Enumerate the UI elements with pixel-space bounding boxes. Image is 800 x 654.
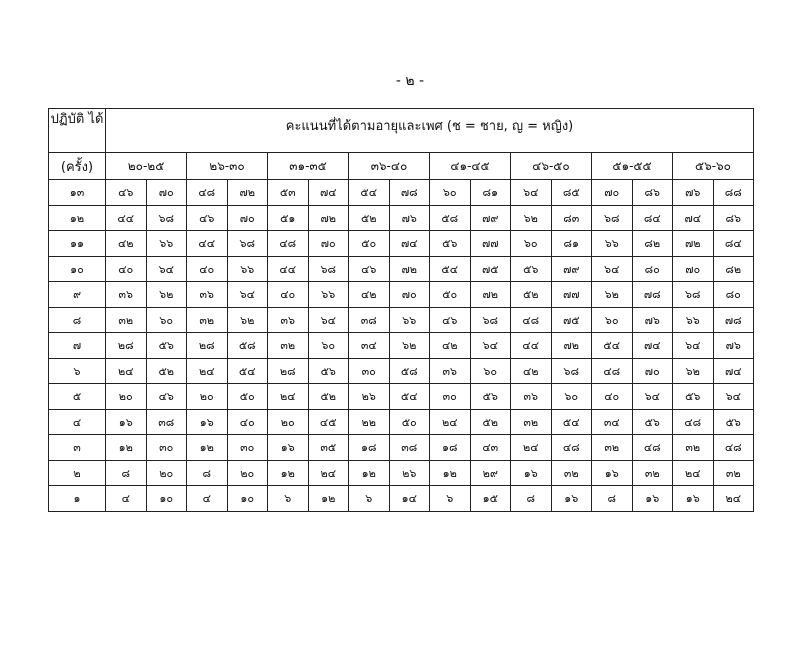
score-cell-female: ๓๒ <box>632 460 673 486</box>
score-cell-female: ๔๖ <box>146 384 187 410</box>
table-row <box>49 205 754 231</box>
score-cell-female: ๘๕ <box>551 180 592 206</box>
score-cell-female: ๕๖ <box>308 358 349 384</box>
score-cell-female: ๗๕ <box>470 256 511 282</box>
count-cell: ๑๓ <box>49 180 106 206</box>
table-row <box>49 435 754 461</box>
score-cell-male: ๖๒ <box>673 358 714 384</box>
score-cell-female: ๗๙ <box>551 256 592 282</box>
age-group-header: ๓๑-๓๕ <box>268 153 349 180</box>
score-cell-female: ๔๘ <box>551 435 592 461</box>
score-cell-male: ๓๒ <box>592 435 633 461</box>
score-cell-female: ๕๖ <box>470 384 511 410</box>
score-cell-female: ๓๘ <box>146 409 187 435</box>
score-cell-male: ๑๖ <box>187 409 228 435</box>
score-cell-female: ๗๙ <box>470 205 511 231</box>
score-cell-female: ๑๒ <box>308 486 349 512</box>
score-cell-female: ๕๔ <box>227 358 268 384</box>
score-cell-male: ๑๒ <box>268 460 309 486</box>
score-cell-female: ๑๕ <box>470 486 511 512</box>
score-cell-male: ๖ <box>349 486 390 512</box>
age-group-header: ๕๖-๖๐ <box>673 153 754 180</box>
score-cell-male: ๖๔ <box>511 180 552 206</box>
age-group-header: ๕๑-๕๕ <box>592 153 673 180</box>
table-row <box>49 384 754 410</box>
score-cell-male: ๕๔ <box>430 256 471 282</box>
score-cell-female: ๘๖ <box>632 180 673 206</box>
score-cell-male: ๔๘ <box>187 180 228 206</box>
score-cell-female: ๕๖ <box>146 333 187 359</box>
score-cell-male: ๖๔ <box>592 256 633 282</box>
score-cell-male: ๖๖ <box>673 307 714 333</box>
score-cell-female: ๑๖ <box>632 486 673 512</box>
score-cell-female: ๗๘ <box>632 282 673 308</box>
score-cell-female: ๑๖ <box>551 486 592 512</box>
score-cell-female: ๘๖ <box>713 205 754 231</box>
score-cell-female: ๗๖ <box>389 205 430 231</box>
score-cell-male: ๗๔ <box>673 205 714 231</box>
header-row-ages <box>49 153 754 180</box>
score-cell-male: ๓๖ <box>268 307 309 333</box>
score-cell-male: ๒๐ <box>268 409 309 435</box>
score-cell-female: ๗๒ <box>389 256 430 282</box>
score-cell-female: ๓๕ <box>308 435 349 461</box>
score-cell-female: ๖๐ <box>308 333 349 359</box>
score-cell-female: ๘๑ <box>470 180 511 206</box>
score-cell-male: ๑๒ <box>430 460 471 486</box>
score-cell-male: ๒๘ <box>268 358 309 384</box>
score-cell-male: ๔๔ <box>268 256 309 282</box>
score-cell-male: ๕๖ <box>511 256 552 282</box>
score-cell-female: ๖๐ <box>551 384 592 410</box>
score-cell-female: ๗๐ <box>632 358 673 384</box>
score-cell-male: ๖๐ <box>592 307 633 333</box>
score-cell-male: ๒๔ <box>268 384 309 410</box>
score-cell-female: ๗๗ <box>470 231 511 257</box>
header-unit: (ครั้ง) <box>49 153 106 180</box>
count-cell: ๖ <box>49 358 106 384</box>
score-cell-male: ๒๒ <box>349 409 390 435</box>
score-cell-male: ๖๐ <box>511 231 552 257</box>
score-cell-male: ๒๐ <box>106 384 147 410</box>
score-cell-female: ๗๘ <box>389 180 430 206</box>
score-cell-female: ๕๒ <box>308 384 349 410</box>
score-cell-female: ๗๒ <box>470 282 511 308</box>
table-row <box>49 180 754 206</box>
score-cell-male: ๒๔ <box>430 409 471 435</box>
score-cell-male: ๗๒ <box>673 231 714 257</box>
score-cell-female: ๗๖ <box>632 307 673 333</box>
score-cell-male: ๑๘ <box>349 435 390 461</box>
count-cell: ๘ <box>49 307 106 333</box>
count-cell: ๕ <box>49 384 106 410</box>
score-cell-male: ๒๔ <box>511 435 552 461</box>
score-cell-male: ๓๔ <box>349 333 390 359</box>
count-cell: ๑๒ <box>49 205 106 231</box>
score-cell-male: ๑๖ <box>673 486 714 512</box>
score-cell-male: ๑๖ <box>592 460 633 486</box>
score-cell-female: ๕๖ <box>632 409 673 435</box>
score-cell-female: ๖๔ <box>632 384 673 410</box>
score-cell-female: ๒๖ <box>389 460 430 486</box>
score-cell-female: ๒๔ <box>308 460 349 486</box>
score-cell-female: ๔๓ <box>470 435 511 461</box>
score-cell-female: ๗๒ <box>551 333 592 359</box>
score-cell-female: ๖๖ <box>146 231 187 257</box>
count-cell: ๔ <box>49 409 106 435</box>
score-cell-female: ๔๐ <box>227 409 268 435</box>
score-cell-male: ๕๔ <box>592 333 633 359</box>
score-cell-male: ๓๒ <box>673 435 714 461</box>
table-title: คะแนนที่ได้ตามอายุและเพศ (ช = ชาย, ญ = หญิง) <box>106 109 754 153</box>
score-cell-female: ๘๑ <box>551 231 592 257</box>
score-cell-female: ๖๘ <box>470 307 511 333</box>
age-group-header: ๒๖-๓๐ <box>187 153 268 180</box>
score-cell-male: ๖๖ <box>592 231 633 257</box>
table-row <box>49 460 754 486</box>
score-cell-female: ๘๓ <box>551 205 592 231</box>
score-cell-male: ๘ <box>592 486 633 512</box>
score-cell-female: ๖๒ <box>389 333 430 359</box>
score-cell-male: ๔๖ <box>349 256 390 282</box>
score-cell-female: ๑๔ <box>389 486 430 512</box>
score-cell-male: ๘ <box>106 460 147 486</box>
score-cell-female: ๗๒ <box>227 180 268 206</box>
score-cell-male: ๓๔ <box>592 409 633 435</box>
score-cell-female: ๘๘ <box>713 180 754 206</box>
score-cell-male: ๖๒ <box>511 205 552 231</box>
score-cell-female: ๖๘ <box>227 231 268 257</box>
score-cell-male: ๔๔ <box>511 333 552 359</box>
score-cell-female: ๖๘ <box>308 256 349 282</box>
score-cell-male: ๕๑ <box>268 205 309 231</box>
score-cell-male: ๔๒ <box>511 358 552 384</box>
score-cell-male: ๔๒ <box>430 333 471 359</box>
score-cell-male: ๔๘ <box>592 358 633 384</box>
score-cell-male: ๑๘ <box>430 435 471 461</box>
score-cell-male: ๔๖ <box>430 307 471 333</box>
score-cell-female: ๘๐ <box>713 282 754 308</box>
score-cell-male: ๕๖ <box>673 384 714 410</box>
score-cell-female: ๕๔ <box>389 384 430 410</box>
score-cell-female: ๗๖ <box>713 333 754 359</box>
count-cell: ๗ <box>49 333 106 359</box>
score-cell-male: ๒๘ <box>106 333 147 359</box>
score-cell-male: ๓๖ <box>187 282 228 308</box>
score-cell-female: ๓๐ <box>146 435 187 461</box>
score-cell-male: ๖๔ <box>673 333 714 359</box>
score-table <box>48 108 754 512</box>
score-cell-male: ๑๖ <box>511 460 552 486</box>
score-cell-female: ๗๗ <box>551 282 592 308</box>
score-cell-male: ๕๓ <box>268 180 309 206</box>
score-cell-male: ๑๒ <box>106 435 147 461</box>
score-cell-female: ๗๔ <box>713 358 754 384</box>
score-cell-female: ๖๔ <box>713 384 754 410</box>
score-cell-male: ๓๐ <box>430 384 471 410</box>
score-cell-male: ๔๒ <box>349 282 390 308</box>
score-cell-male: ๓๖ <box>106 282 147 308</box>
score-cell-female: ๔๘ <box>632 435 673 461</box>
table-row <box>49 333 754 359</box>
score-cell-male: ๕๒ <box>511 282 552 308</box>
score-cell-female: ๕๒ <box>146 358 187 384</box>
score-cell-female: ๘๒ <box>713 256 754 282</box>
score-cell-male: ๘ <box>187 460 228 486</box>
count-cell: ๑๑ <box>49 231 106 257</box>
score-cell-female: ๖๘ <box>146 205 187 231</box>
score-cell-female: ๖๖ <box>389 307 430 333</box>
score-cell-female: ๗๘ <box>713 307 754 333</box>
score-cell-male: ๒๔ <box>673 460 714 486</box>
score-cell-male: ๑๖ <box>268 435 309 461</box>
score-cell-male: ๘ <box>511 486 552 512</box>
score-cell-male: ๒๔ <box>187 358 228 384</box>
score-cell-male: ๒๐ <box>187 384 228 410</box>
score-cell-male: ๓๘ <box>349 307 390 333</box>
score-cell-female: ๘๒ <box>632 231 673 257</box>
score-cell-male: ๔๘ <box>673 409 714 435</box>
age-group-header: ๓๖-๔๐ <box>349 153 430 180</box>
score-cell-female: ๖๔ <box>227 282 268 308</box>
score-cell-male: ๑๒ <box>187 435 228 461</box>
score-cell-female: ๓๒ <box>551 460 592 486</box>
score-cell-male: ๕๘ <box>430 205 471 231</box>
score-cell-female: ๒๙ <box>470 460 511 486</box>
score-cell-male: ๓๒ <box>106 307 147 333</box>
score-cell-male: ๕๐ <box>349 231 390 257</box>
score-cell-female: ๑๐ <box>146 486 187 512</box>
score-cell-male: ๓๖ <box>430 358 471 384</box>
score-cell-female: ๗๔ <box>389 231 430 257</box>
score-cell-male: ๔๘ <box>268 231 309 257</box>
score-cell-female: ๗๒ <box>308 205 349 231</box>
score-cell-male: ๔๔ <box>106 205 147 231</box>
count-cell: ๑ <box>49 486 106 512</box>
score-cell-male: ๕๒ <box>349 205 390 231</box>
score-cell-female: ๖๒ <box>227 307 268 333</box>
score-cell-female: ๔๘ <box>713 435 754 461</box>
score-cell-male: ๗๖ <box>673 180 714 206</box>
score-cell-female: ๔๕ <box>308 409 349 435</box>
score-cell-female: ๗๐ <box>389 282 430 308</box>
score-cell-male: ๒๖ <box>349 384 390 410</box>
count-cell: ๑๐ <box>49 256 106 282</box>
score-cell-male: ๕๐ <box>430 282 471 308</box>
score-cell-female: ๑๐ <box>227 486 268 512</box>
score-cell-male: ๓๖ <box>511 384 552 410</box>
table-row <box>49 307 754 333</box>
score-cell-female: ๒๔ <box>713 486 754 512</box>
score-cell-male: ๗๐ <box>673 256 714 282</box>
score-cell-male: ๔๖ <box>187 205 228 231</box>
score-cell-male: ๑๖ <box>106 409 147 435</box>
score-cell-male: ๓๒ <box>268 333 309 359</box>
score-cell-male: ๓๐ <box>349 358 390 384</box>
score-cell-male: ๓๒ <box>187 307 228 333</box>
table-row <box>49 282 754 308</box>
score-cell-male: ๖ <box>430 486 471 512</box>
score-cell-male: ๔๖ <box>106 180 147 206</box>
score-cell-female: ๕๐ <box>227 384 268 410</box>
score-cell-female: ๖๐ <box>470 358 511 384</box>
table-row <box>49 358 754 384</box>
score-cell-male: ๕๖ <box>430 231 471 257</box>
score-cell-female: ๗๐ <box>146 180 187 206</box>
score-cell-female: ๗๐ <box>227 205 268 231</box>
age-group-header: ๔๑-๔๕ <box>430 153 511 180</box>
score-cell-female: ๘๔ <box>713 231 754 257</box>
header-row-title <box>49 109 754 153</box>
table-row <box>49 256 754 282</box>
count-cell: ๙ <box>49 282 106 308</box>
score-cell-male: ๖๒ <box>592 282 633 308</box>
score-cell-female: ๗๕ <box>551 307 592 333</box>
score-cell-female: ๘๐ <box>632 256 673 282</box>
score-cell-female: ๓๘ <box>389 435 430 461</box>
count-cell: ๓ <box>49 435 106 461</box>
score-cell-male: ๔๐ <box>592 384 633 410</box>
score-cell-male: ๔๐ <box>106 256 147 282</box>
score-cell-female: ๖๔ <box>470 333 511 359</box>
score-cell-female: ๕๔ <box>551 409 592 435</box>
age-group-header: ๒๐-๒๕ <box>106 153 187 180</box>
score-cell-male: ๔๐ <box>187 256 228 282</box>
score-cell-male: ๖๘ <box>673 282 714 308</box>
score-cell-male: ๒๔ <box>106 358 147 384</box>
score-cell-female: ๓๐ <box>227 435 268 461</box>
score-cell-female: ๕๒ <box>470 409 511 435</box>
score-cell-male: ๖๘ <box>592 205 633 231</box>
score-cell-male: ๒๘ <box>187 333 228 359</box>
score-cell-male: ๖๐ <box>430 180 471 206</box>
table-row <box>49 231 754 257</box>
score-cell-male: ๖ <box>268 486 309 512</box>
score-cell-female: ๘๔ <box>632 205 673 231</box>
score-cell-male: ๔๐ <box>268 282 309 308</box>
count-cell: ๒ <box>49 460 106 486</box>
score-cell-female: ๒๐ <box>227 460 268 486</box>
score-cell-male: ๗๐ <box>592 180 633 206</box>
score-cell-male: ๕๔ <box>349 180 390 206</box>
score-cell-female: ๗๐ <box>308 231 349 257</box>
score-cell-female: ๕๐ <box>389 409 430 435</box>
score-cell-female: ๓๒ <box>713 460 754 486</box>
score-cell-female: ๕๖ <box>713 409 754 435</box>
score-cell-female: ๕๘ <box>389 358 430 384</box>
age-group-header: ๔๖-๕๐ <box>511 153 592 180</box>
score-cell-male: ๔ <box>106 486 147 512</box>
score-cell-female: ๖๔ <box>146 256 187 282</box>
score-cell-female: ๒๐ <box>146 460 187 486</box>
score-cell-male: ๔๒ <box>106 231 147 257</box>
header-label: ปฏิบัติ ได้ <box>49 109 106 153</box>
score-cell-female: ๗๔ <box>308 180 349 206</box>
page-number: - ๒ - <box>395 73 425 89</box>
score-cell-male: ๔๘ <box>511 307 552 333</box>
score-cell-female: ๕๘ <box>227 333 268 359</box>
score-cell-female: ๖๖ <box>308 282 349 308</box>
score-cell-female: ๖๐ <box>146 307 187 333</box>
table-row <box>49 486 754 512</box>
score-cell-female: ๖๘ <box>551 358 592 384</box>
score-cell-female: ๖๒ <box>146 282 187 308</box>
score-cell-male: ๔๔ <box>187 231 228 257</box>
table-row <box>49 409 754 435</box>
score-cell-female: ๗๔ <box>632 333 673 359</box>
score-cell-male: ๑๒ <box>349 460 390 486</box>
score-cell-female: ๖๖ <box>227 256 268 282</box>
score-cell-male: ๔ <box>187 486 228 512</box>
score-cell-male: ๓๒ <box>511 409 552 435</box>
score-cell-female: ๖๔ <box>308 307 349 333</box>
